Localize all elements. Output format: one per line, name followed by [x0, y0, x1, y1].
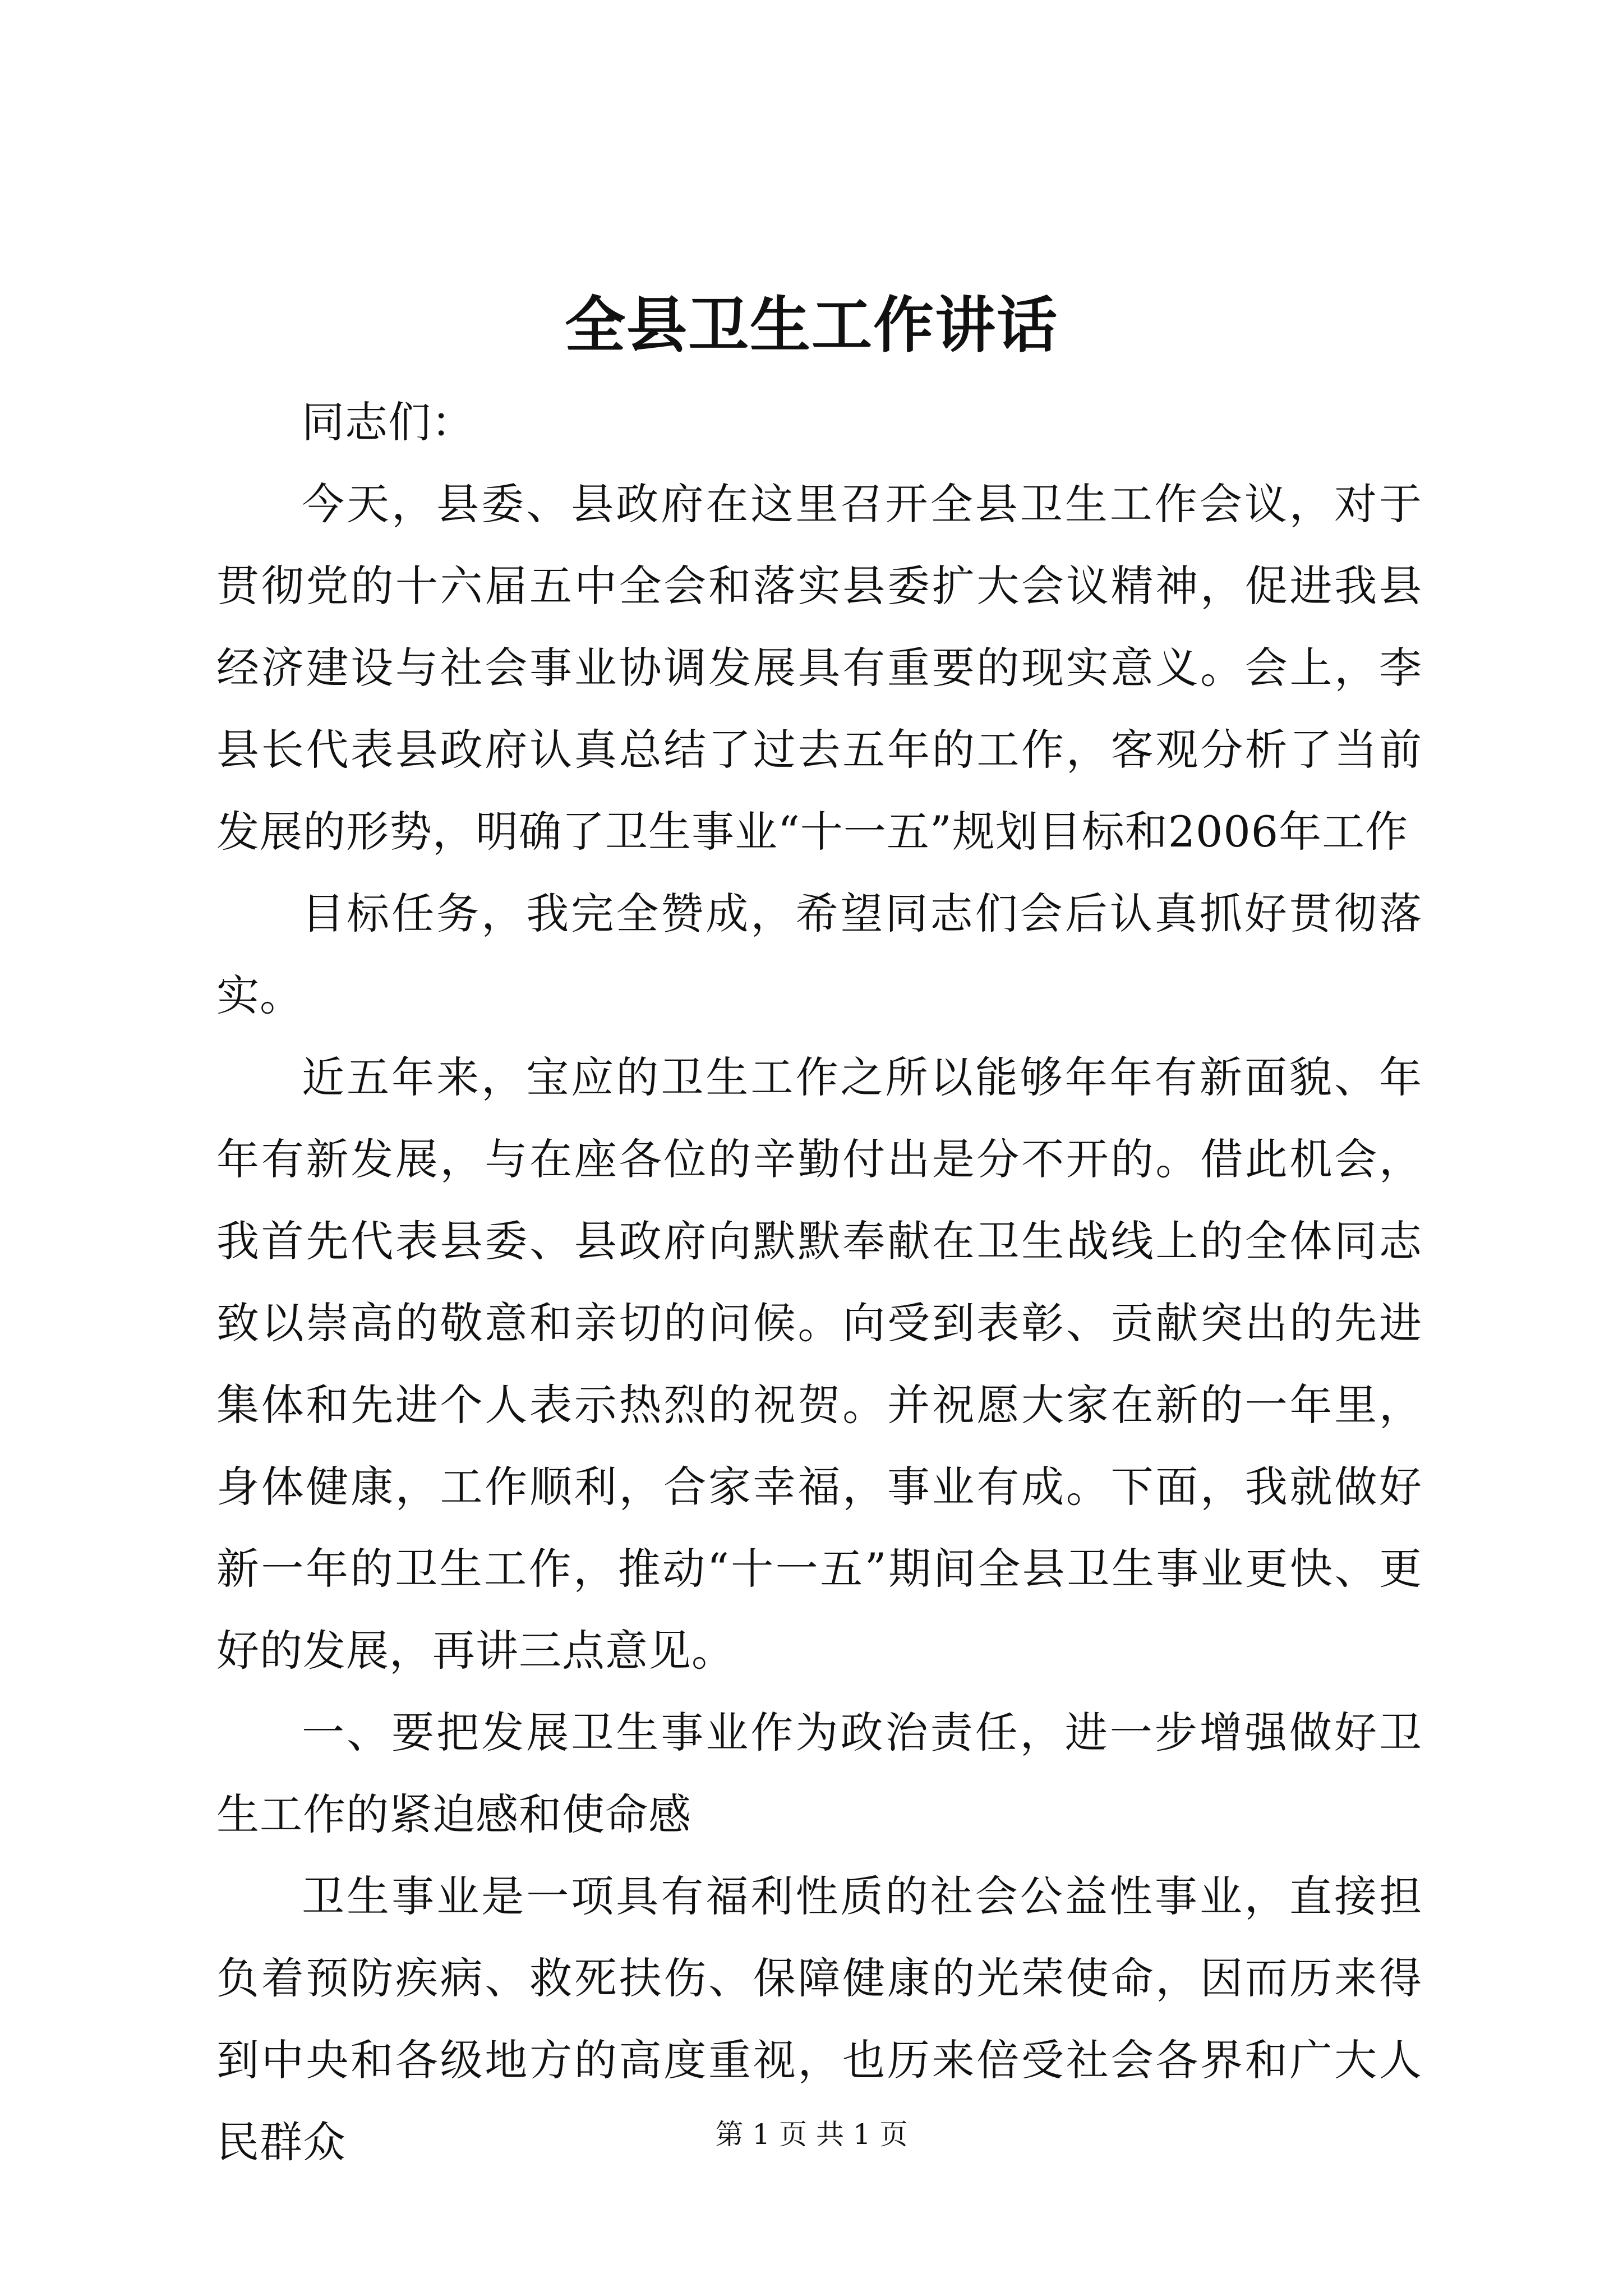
paragraph-4: 卫生事业是一项具有福利性质的社会公益性事业，直接担负着预防疾病、救死扶伤、保障健康的光荣使命，因而历来得到中央和各级地方的高度重视，也历来倍受社会各界和广大人民群众	[216, 1871, 1422, 2167]
section-heading-1: 一、要把发展卫生事业作为政治责任，进一步增强做好卫生工作的紧迫感和使命感	[216, 1708, 1422, 1839]
page-footer: 第 1 页 共 1 页	[715, 2118, 908, 2151]
paragraph-3: 近五年来，宝应的卫生工作之所以能够年年有新面貌、年年有新发展，与在座各位的辛勤付出是分不开的。借此机会，我首先代表县委、县政府向默默奉献在卫生战线上的全体同志致以崇高的敬意和亲切的问候。向受到表彰、贡献突出的先进集体和先进个人表示热烈的祝贺。并祝愿大家在新的一年里，身体健康，工作顺利，合家幸福，事业有成。下面，我就做好新一年的卫生工作，推动“十一五”期间全县卫生事业更快、更好的发展，再讲三点意见。	[216, 1052, 1422, 1676]
paragraph-salutation: 同志们：	[302, 397, 474, 447]
document-title: 全县卫生工作讲话	[564, 290, 1058, 361]
paragraph-2: 目标任务，我完全赞成，希望同志们会后认真抓好贯彻落实。	[216, 889, 1422, 1020]
document-body	[216, 381, 1422, 2183]
paragraph-1: 今天，县委、县政府在这里召开全县卫生工作会议，对于贯彻党的十六届五中全会和落实县委扩大会议精神，促进我县经济建设与社会事业协调发展具有重要的现实意义。会上，李县长代表县政府认真总结了过去五年的工作，客观分析了当前发展的形势，明确了卫生事业“十一五”规划目标和2006年工作	[216, 479, 1422, 857]
